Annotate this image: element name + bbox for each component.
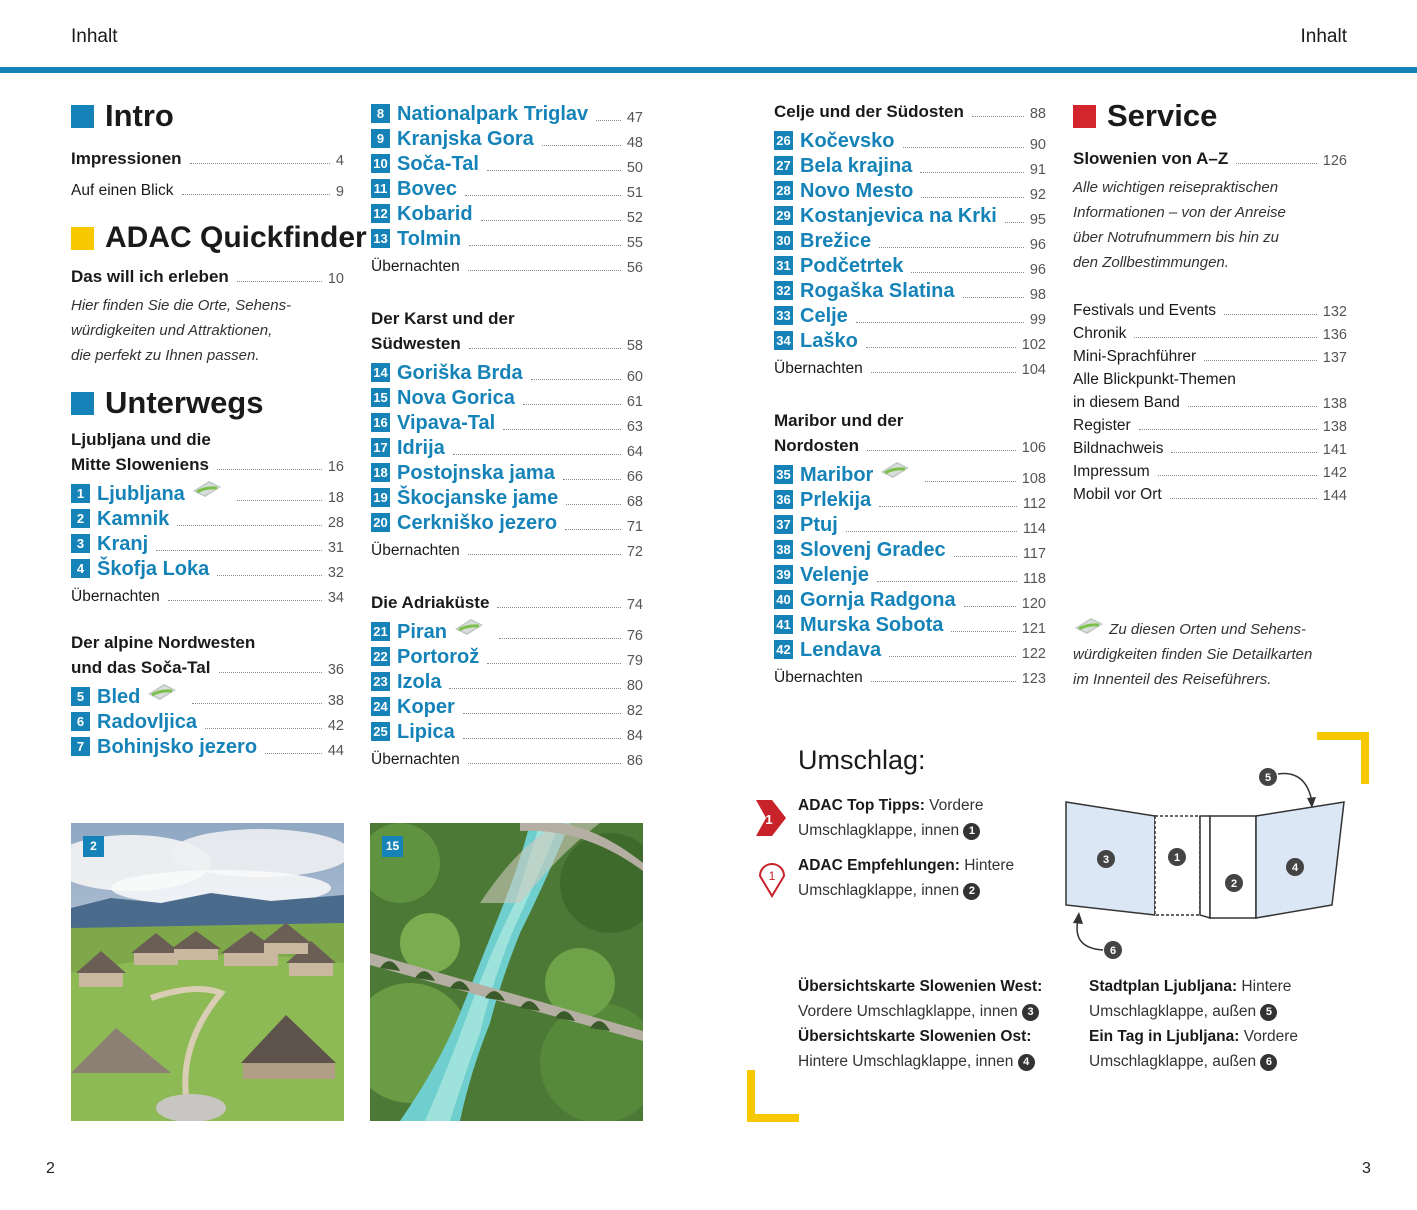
place-number: 37 — [774, 515, 793, 534]
toc-row[interactable]: Slowenien von A–Z 126 — [1073, 149, 1347, 169]
place-row[interactable]: 16 Vipava-Tal 63 — [371, 410, 643, 435]
place-name: Podčetrtek — [800, 255, 904, 277]
place-name: Kranj — [97, 533, 149, 555]
place-number: 22 — [371, 647, 390, 666]
place-row[interactable]: 3 Kranj 31 — [71, 531, 344, 556]
place-number: 13 — [371, 229, 390, 248]
place-name: Murska Sobota — [800, 614, 944, 636]
place-row[interactable]: 32 Rogaška Slatina 98 — [774, 278, 1046, 303]
region-title[interactable]: Der alpine Nordwesten und das Soča-Tal 36 — [71, 633, 344, 678]
toc-row[interactable]: Übernachten 86 — [371, 751, 643, 769]
place-number: 17 — [371, 438, 390, 457]
place-name: Kobarid — [397, 203, 473, 225]
place-number: 11 — [371, 179, 390, 198]
place-row[interactable]: 6 Radovljica 42 — [71, 709, 344, 734]
region-celje — [774, 97, 1046, 378]
place-name: Brežice — [800, 230, 872, 252]
place-name: Tolmin — [397, 228, 462, 250]
toc-row[interactable]: Nordosten 106 — [774, 436, 1046, 456]
detail-map-icon — [453, 617, 485, 643]
place-number: 5 — [71, 687, 90, 706]
place-row[interactable]: 12 Kobarid 52 — [371, 201, 643, 226]
place-name: Kranjska Gora — [397, 128, 534, 150]
column-2 — [371, 101, 643, 769]
place-name: Velenje — [800, 564, 869, 586]
cover-tips: ADAC Top Tipps: Vordere Umschlagklappe, innen 1 — [798, 797, 984, 839]
column-1 — [71, 98, 367, 759]
region-title[interactable] — [774, 97, 1046, 122]
place-name: Laško — [800, 330, 858, 352]
blue-square-icon — [71, 105, 94, 128]
red-square-icon — [1073, 105, 1096, 128]
detail-map-icon — [191, 479, 223, 505]
place-row[interactable]: 37 Ptuj 114 — [774, 512, 1046, 537]
detail-map-icon — [1073, 621, 1105, 638]
place-row[interactable]: 13 Tolmin 55 — [371, 226, 643, 251]
svg-text:6: 6 — [1109, 945, 1117, 957]
toc-row[interactable]: in diesem Band 138 — [1073, 394, 1347, 412]
place-row[interactable]: 38 Slovenj Gradec 117 — [774, 537, 1046, 562]
column-4 — [1073, 98, 1347, 504]
place-name: Soča-Tal — [397, 153, 479, 175]
place-row[interactable]: 10 Soča-Tal 50 — [371, 151, 643, 176]
place-row[interactable]: 23 Izola 80 — [371, 669, 643, 694]
place-name: Vipava-Tal — [397, 412, 496, 434]
place-number: 14 — [371, 363, 390, 382]
region-karst — [371, 304, 643, 560]
toc-row[interactable]: Übernachten 123 — [774, 669, 1046, 687]
place-name: Maribor — [800, 464, 874, 486]
service-description: Alle wichtigen reisepraktischen Informationen – von der Anreise über Notrufnummern bis hin zu den Zollbestimmungen. — [1073, 179, 1286, 271]
region-alpine-cont — [371, 101, 643, 276]
place-number: 19 — [371, 488, 390, 507]
toc-row[interactable]: Festivals und Events 132 — [1073, 302, 1347, 320]
quickfinder-description: Hier finden Sie die Orte, Sehens- würdigkeiten und Attraktionen, die perfekt zu Ihnen passen. — [71, 297, 292, 364]
place-row[interactable]: 40 Gornja Radgona 120 — [774, 587, 1046, 612]
place-row[interactable]: 4 Škofja Loka 32 — [71, 556, 344, 581]
place-name: Škofja Loka — [97, 558, 210, 580]
toc-row[interactable]: Übernachten 104 — [774, 360, 1046, 378]
place-name: Postojnska jama — [397, 462, 555, 484]
place-row[interactable]: 29 Kostanjevica na Krki 95 — [774, 203, 1046, 228]
place-row[interactable]: 39 Velenje 118 — [774, 562, 1046, 587]
place-number: 26 — [774, 131, 793, 150]
region-ljubljana — [71, 425, 344, 606]
yellow-square-icon — [71, 227, 94, 250]
photo-soca-bridge — [370, 823, 643, 1121]
place-number: 8 — [371, 104, 390, 123]
toc-row[interactable]: Mini-Sprachführer 137 — [1073, 348, 1347, 366]
number-circle-icon: 1 — [963, 823, 980, 840]
place-name: Kamnik — [97, 508, 170, 530]
page-number-left: 2 — [46, 1160, 55, 1177]
place-number: 16 — [371, 413, 390, 432]
place-number: 31 — [774, 256, 793, 275]
place-name: Portorož — [397, 646, 480, 668]
place-name: Ljubljana — [97, 483, 185, 505]
place-row[interactable]: 31 Podčetrtek 96 — [774, 253, 1046, 278]
place-number: 29 — [774, 206, 793, 225]
photo-velika-planina — [71, 823, 344, 1121]
place-number: 28 — [774, 181, 793, 200]
number-circle-icon: 4 — [1018, 1054, 1035, 1071]
place-name: Bovec — [397, 178, 458, 200]
cover-title: Umschlag: — [798, 745, 926, 775]
place-row[interactable]: 27 Bela krajina 91 — [774, 153, 1046, 178]
place-number: 7 — [71, 737, 90, 756]
place-name: Prlekija — [800, 489, 872, 511]
place-number: 2 — [71, 509, 90, 528]
place-name: Gornja Radgona — [800, 589, 956, 611]
photo-badge: 2 — [83, 836, 104, 857]
place-number: 4 — [71, 559, 90, 578]
place-row[interactable]: 28 Novo Mesto 92 — [774, 178, 1046, 203]
place-name: Rogaška Slatina — [800, 280, 955, 302]
header-bar — [0, 67, 1417, 73]
region-title[interactable] — [371, 588, 643, 613]
place-row[interactable]: 24 Koper 82 — [371, 694, 643, 719]
place-name: Ptuj — [800, 514, 838, 536]
toc-row[interactable]: Chronik 136 — [1073, 325, 1347, 343]
place-number: 6 — [71, 712, 90, 731]
place-row[interactable]: 21 Piran 76 — [371, 619, 643, 644]
number-circle-icon: 5 — [1260, 1004, 1277, 1021]
place-number: 3 — [71, 534, 90, 553]
toc-row[interactable]: Südwesten 58 — [371, 334, 643, 354]
toc-row[interactable]: Register 138 — [1073, 417, 1347, 435]
place-name: Piran — [397, 621, 448, 643]
place-row[interactable]: 5 Bled 38 — [71, 684, 344, 709]
service-heading: Service — [1073, 98, 1347, 134]
place-name: Kočevsko — [800, 130, 895, 152]
toc-row[interactable]: Impressionen 4 — [71, 149, 344, 169]
number-circle-icon: 6 — [1260, 1054, 1277, 1071]
place-name: Nationalpark Triglav — [397, 103, 589, 125]
place-number: 35 — [774, 465, 793, 484]
place-row[interactable]: 33 Celje 99 — [774, 303, 1046, 328]
place-row[interactable]: 34 Laško 102 — [774, 328, 1046, 353]
page-number-right: 3 — [1362, 1160, 1371, 1177]
place-name: Koper — [397, 696, 455, 718]
place-number: 32 — [774, 281, 793, 300]
place-row[interactable]: 11 Bovec 51 — [371, 176, 643, 201]
toc-row[interactable]: Das will ich erleben 10 — [71, 267, 344, 287]
toc-row[interactable]: Alle Blickpunkt-Themen — [1073, 371, 1236, 388]
place-row[interactable]: 15 Nova Gorica 61 — [371, 385, 643, 410]
place-number: 25 — [371, 722, 390, 741]
place-number: 21 — [371, 622, 390, 641]
place-row[interactable]: 9 Kranjska Gora 48 — [371, 126, 643, 151]
place-number: 41 — [774, 615, 793, 634]
place-number: 9 — [371, 129, 390, 148]
photo-badge: 15 — [382, 836, 403, 857]
place-name: Nova Gorica — [397, 387, 515, 409]
place-name: Bled — [97, 686, 141, 708]
header-right: Inhalt — [1300, 26, 1347, 47]
region-title[interactable]: Der Karst und der Südwesten 58 — [371, 309, 643, 354]
place-row[interactable]: 41 Murska Sobota 121 — [774, 612, 1046, 637]
place-name: Goriška Brda — [397, 362, 523, 384]
service-list — [1073, 297, 1347, 504]
region-alpine — [71, 628, 344, 759]
toc-row[interactable]: Übernachten 34 — [71, 588, 344, 606]
region-adria — [371, 588, 643, 769]
place-name: Bela krajina — [800, 155, 913, 177]
toc-row[interactable]: Bildnachweis 141 — [1073, 440, 1347, 458]
place-row[interactable]: 17 Idrija 64 — [371, 435, 643, 460]
toc-row[interactable]: Die Adriaküste 74 — [371, 593, 643, 613]
place-row[interactable]: 18 Postojnska jama 66 — [371, 460, 643, 485]
svg-text:1: 1 — [768, 869, 776, 883]
top-tipp-icon — [756, 798, 788, 843]
place-number: 23 — [371, 672, 390, 691]
place-row[interactable]: 36 Prlekija 112 — [774, 487, 1046, 512]
place-row[interactable]: 22 Portorož 79 — [371, 644, 643, 669]
place-row[interactable]: 8 Nationalpark Triglav 47 — [371, 101, 643, 126]
place-row[interactable]: 30 Brežice 96 — [774, 228, 1046, 253]
detail-map-icon — [146, 682, 178, 708]
blue-square-icon — [71, 392, 94, 415]
svg-text:5: 5 — [1264, 772, 1272, 784]
place-row[interactable]: 7 Bohinjsko jezero 44 — [71, 734, 344, 759]
place-number: 38 — [774, 540, 793, 559]
cover-diagram — [1060, 760, 1360, 975]
place-name: Novo Mesto — [800, 180, 914, 202]
number-circle-icon: 3 — [1022, 1004, 1039, 1021]
place-name: Kostanjevica na Krki — [800, 205, 997, 227]
place-row[interactable]: 25 Lipica 84 — [371, 719, 643, 744]
place-name: Celje — [800, 305, 848, 327]
toc-row[interactable]: Auf einen Blick 9 — [71, 182, 344, 200]
place-row[interactable]: 1 Ljubljana 18 — [71, 481, 344, 506]
svg-text:3: 3 — [1102, 854, 1110, 866]
place-number: 30 — [774, 231, 793, 250]
empfehlung-icon — [757, 858, 787, 903]
quickfinder-heading: ADAC Quickfinder — [71, 220, 344, 256]
place-name: Lipica — [397, 721, 455, 743]
toc-row[interactable]: Übernachten 72 — [371, 542, 643, 560]
toc-row[interactable]: Celje und der Südosten 88 — [774, 102, 1046, 122]
place-row[interactable]: 35 Maribor 108 — [774, 462, 1046, 487]
place-number: 27 — [774, 156, 793, 175]
place-name: Bohinjsko jezero — [97, 736, 258, 758]
corner-mark-bottom — [747, 1070, 799, 1122]
unterwegs-heading: Unterwegs — [71, 385, 344, 421]
place-name: Škocjanske jame — [397, 487, 559, 509]
place-row[interactable]: 19 Škocjanske jame 68 — [371, 485, 643, 510]
place-row[interactable]: 14 Goriška Brda 60 — [371, 360, 643, 385]
place-number: 42 — [774, 640, 793, 659]
place-name: Idrija — [397, 437, 445, 459]
region-maribor — [774, 406, 1046, 687]
detail-map-icon — [879, 460, 911, 486]
toc-row[interactable]: Mitte Sloweniens 16 — [71, 455, 344, 475]
toc-row[interactable]: Mobil vor Ort 144 — [1073, 486, 1347, 504]
place-number: 33 — [774, 306, 793, 325]
place-row[interactable]: 26 Kočevsko 90 — [774, 128, 1046, 153]
place-number: 39 — [774, 565, 793, 584]
place-row[interactable]: 20 Cerkniško jezero 71 — [371, 510, 643, 535]
place-number: 34 — [774, 331, 793, 350]
place-number: 12 — [371, 204, 390, 223]
place-name: Slovenj Gradec — [800, 539, 946, 561]
map-note: Zu diesen Orten und Sehens- würdigkeiten finden Sie Detailkarten im Innenteil des Reiseführers. — [1073, 616, 1363, 692]
region-title[interactable]: Ljubljana und die Mitte Sloweniens 16 — [71, 430, 344, 475]
cover-west-ost: Übersichtskarte Slowenien West: Vordere Umschlagklappe, innen 3 Übersichtskarte Slowenien Ost: Hintere Umschlagklappe, innen 4 — [798, 978, 1043, 1070]
number-circle-icon: 2 — [963, 883, 980, 900]
place-number: 24 — [371, 697, 390, 716]
svg-text:2: 2 — [1230, 878, 1238, 890]
place-name: Lendava — [800, 639, 882, 661]
place-row[interactable]: 2 Kamnik 28 — [71, 506, 344, 531]
header-left: Inhalt — [71, 26, 118, 47]
svg-text:1: 1 — [1173, 852, 1181, 864]
toc-row[interactable]: Übernachten 56 — [371, 258, 643, 276]
place-name: Izola — [397, 671, 442, 693]
place-number: 15 — [371, 388, 390, 407]
cover-empfehlungen: ADAC Empfehlungen: Hintere Umschlagklappe, innen 2 — [798, 857, 1015, 899]
place-name: Cerkniško jezero — [397, 512, 558, 534]
svg-text:4: 4 — [1291, 862, 1299, 874]
place-number: 18 — [371, 463, 390, 482]
place-number: 20 — [371, 513, 390, 532]
place-number: 40 — [774, 590, 793, 609]
toc-row[interactable]: Impressum 142 — [1073, 463, 1347, 481]
toc-row[interactable]: und das Soča-Tal 36 — [71, 658, 344, 678]
place-name: Radovljica — [97, 711, 198, 733]
column-3 — [774, 97, 1046, 687]
place-number: 10 — [371, 154, 390, 173]
place-row[interactable]: 42 Lendava 122 — [774, 637, 1046, 662]
svg-text:1: 1 — [765, 812, 773, 827]
place-number: 36 — [774, 490, 793, 509]
place-number: 1 — [71, 484, 90, 503]
cover-ljubljana: Stadtplan Ljubljana: Hintere Umschlagklappe, außen 5 Ein Tag in Ljubljana: Vordere Umschlagklappe, außen 6 — [1089, 978, 1299, 1070]
region-title[interactable]: Maribor und der Nordosten 106 — [774, 411, 1046, 456]
intro-heading: Intro — [71, 98, 344, 134]
